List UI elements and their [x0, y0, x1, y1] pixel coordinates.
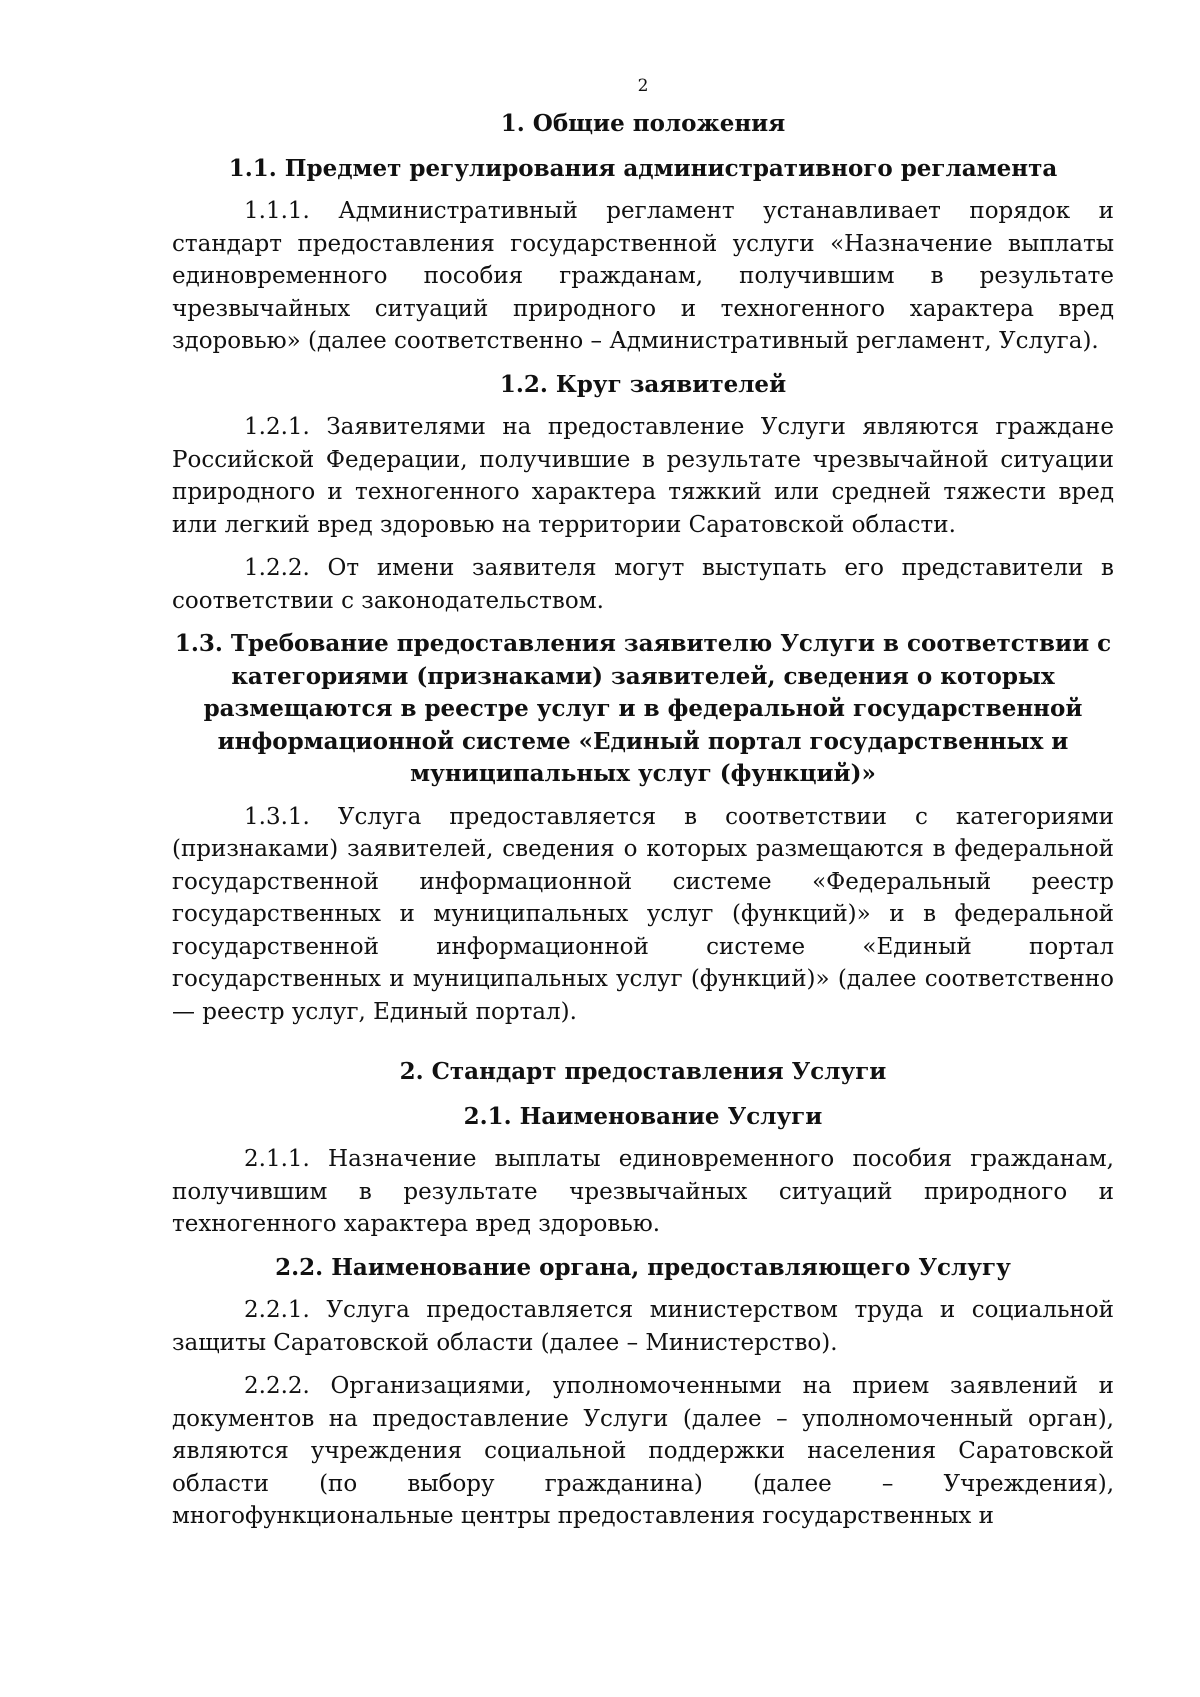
- paragraph-2-2-1: 2.2.1. Услуга предоставляется министерством труда и социальной защиты Саратовской области (далее – Министерство).: [172, 1297, 1114, 1356]
- page-number: 2: [637, 76, 649, 96]
- subsection-1-3-heading: 1.3. Требование предоставления заявителю Услуги в соответствии с категориями (признаками) заявителей, сведения о которых размещаются в реестре услуг и в федеральной государственной информационной системе «Единый портал государственных и муниципальных услуг (функций)»: [174, 630, 1112, 787]
- paragraph-1-2-1: 1.2.1. Заявителями на предоставление Услуги являются граждане Российской Федерации, получившие в результате чрезвычайной ситуации природного и техногенного характера тяжкий или средней тяжести вред или легкий вред здоровью на территории Саратовской области.: [172, 414, 1114, 538]
- paragraph-2-2-2: 2.2.2. Организациями, уполномоченными на прием заявлений и документов на предоставление Услуги (далее – уполномоченный орган), являются учреждения социальной поддержки населения Саратовской области (по выбору гражданина) (далее – Учреждения), многофункциональные центры предоставления государственных и: [172, 1373, 1114, 1529]
- paragraph-2-1-1: 2.1.1. Назначение выплаты единовременного пособия гражданам, получившим в результате чрезвычайных ситуаций природного и техногенного характера вред здоровью.: [172, 1146, 1114, 1237]
- paragraph-1-1-1: 1.1.1. Административный регламент устанавливает порядок и стандарт предоставления государственной услуги «Назначение выплаты единовременного пособия гражданам, получившим в результате чрезвычайных ситуаций природного и техногенного характера вред здоровью» (далее соответственно – Административный регламент, Услуга).: [172, 198, 1114, 354]
- section-2-heading: 2. Стандарт предоставления Услуги: [399, 1058, 887, 1085]
- subsection-1-2-heading: 1.2. Круг заявителей: [499, 370, 787, 398]
- subsection-2-1-heading: 2.1. Наименование Услуги: [463, 1102, 823, 1130]
- section-1-heading: 1. Общие положения: [500, 110, 786, 137]
- subsection-1-1-heading: 1.1. Предмет регулирования административного регламента: [228, 154, 1058, 182]
- paragraph-1-3-1: 1.3.1. Услуга предоставляется в соответствии с категориями (признаками) заявителей, сведения о которых размещаются в федеральной государственной информационной системе «Федеральный реестр государственных и муниципальных услуг (функций)» и в федеральной государственной информационной системе «Единый портал государственных и муниципальных услуг (функций)» (далее соответственно — реестр услуг, Единый портал).: [172, 803, 1114, 1025]
- subsection-2-2-heading: 2.2. Наименование органа, предоставляющего Услугу: [275, 1253, 1011, 1281]
- document-body: [172, 74, 1114, 1544]
- paragraph-1-2-2: 1.2.2. От имени заявителя могут выступать его представители в соответствии с законодательством.: [172, 555, 1114, 614]
